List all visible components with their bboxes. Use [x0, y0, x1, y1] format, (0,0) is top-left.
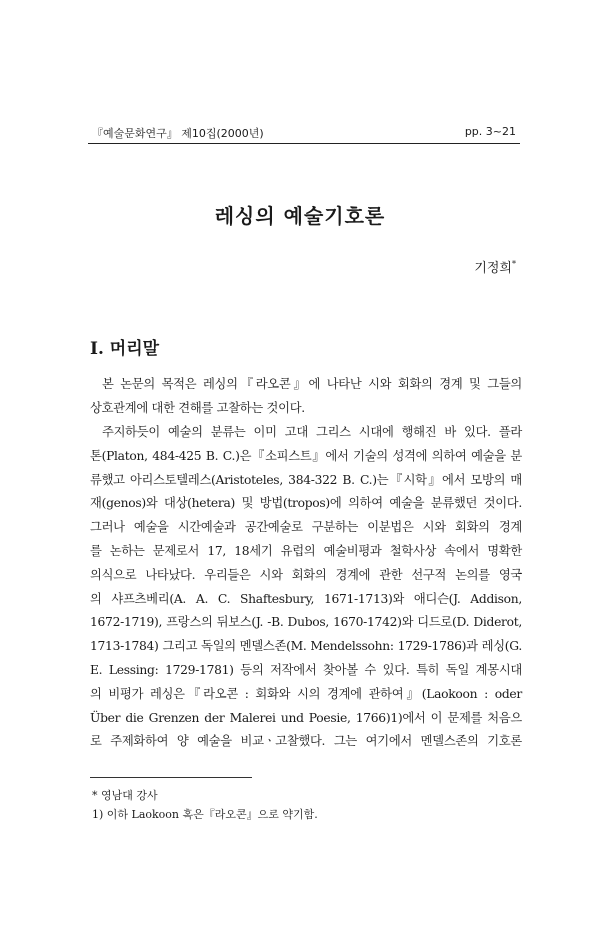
paragraph-line: Über die Grenzen der Malerei und Poesie, 1766)1)에서 이 문제를 처음으 — [90, 710, 522, 725]
page-range: pp. 3~21 — [464, 125, 516, 138]
author — [474, 257, 516, 276]
paragraph-line: 주지하듯이 예술의 분류는 이미 고대 그리스 시대에 행해진 바 있다. 플라 — [102, 425, 522, 439]
paragraph-2 — [90, 421, 522, 754]
paragraph-line: 류했고 아리스토텔레스(Aristoteles, 384-322 B. C.)는『시학』에서 모방의 매 — [90, 472, 522, 487]
paragraph-line: 재(genos)와 대상(hetera) 및 방법(tropos)에 의하여 예술을 분류했던 것이다. — [90, 496, 522, 511]
running-header — [88, 124, 520, 142]
paragraph-line: 로 주제화하여 양 예술을 비교ㆍ고찰했다. 그는 여기에서 멘델스존의 기호론 — [90, 734, 522, 749]
paragraph-line: 를 논하는 문제로서 17, 18세기 유럽의 예술비평과 철학사상 속에서 명확한 — [90, 543, 522, 558]
paragraph-line: 그러나 예술을 시간예술과 공간예술로 구분하는 이분법은 시와 회화의 경계 — [90, 520, 522, 535]
paragraph-line: 의 비평가 레싱은『라오콘 : 회화와 시의 경계에 관하여』(Laokoon : oder — [90, 686, 522, 701]
section-heading: I. 머리말 — [90, 339, 160, 359]
header-rule — [88, 143, 520, 144]
journal-info: 『예술문화연구』 제10집(2000년) — [92, 127, 264, 140]
author-footnote-mark: * — [512, 259, 516, 269]
footnote-1: 1) 이하 Laokoon 혹은『라오콘』으로 약기함. — [92, 808, 318, 821]
paper-title: 레싱의 예술기호론 — [214, 204, 386, 228]
paragraph-line: 본 논문의 목적은 레싱의『라오콘』에 나타난 시와 회화의 경계 및 그들의 — [102, 377, 522, 391]
paragraph-line: 상호관계에 대한 견해를 고찰하는 것이다. — [90, 400, 305, 415]
paragraph-1 — [90, 373, 522, 421]
paragraph-line: 의식으로 나타났다. 우리들은 시와 회화의 경계에 관한 선구적 논의를 영국 — [90, 567, 522, 582]
paragraph-line: 1713-1784) 그리고 독일의 멘델스존(M. Mendelssohn: 1729-1786)과 레싱(G. — [90, 639, 522, 654]
paragraph-line: 1672-1719), 프랑스의 뒤보스(J. -B. Dubos, 1670-1742)와 디드로(D. Diderot, — [90, 615, 522, 630]
paragraph-line: E. Lessing: 1729-1781) 등의 저작에서 찾아볼 수 있다. 특히 독일 계몽시대 — [90, 662, 522, 677]
footnote-rule — [90, 777, 252, 778]
paragraph-line: 톤(Platon, 484-425 B. C.)은『소피스트』에서 기술의 성격에 의하여 예술을 분 — [90, 448, 522, 463]
paragraph-line: 의 샤프츠베리(A. A. C. Shaftesbury, 1671-1713)와 애디슨(J. Addison, — [90, 591, 522, 606]
footnote-author: * 영남대 강사 — [92, 789, 158, 802]
author-name: 기정희 — [474, 261, 512, 276]
